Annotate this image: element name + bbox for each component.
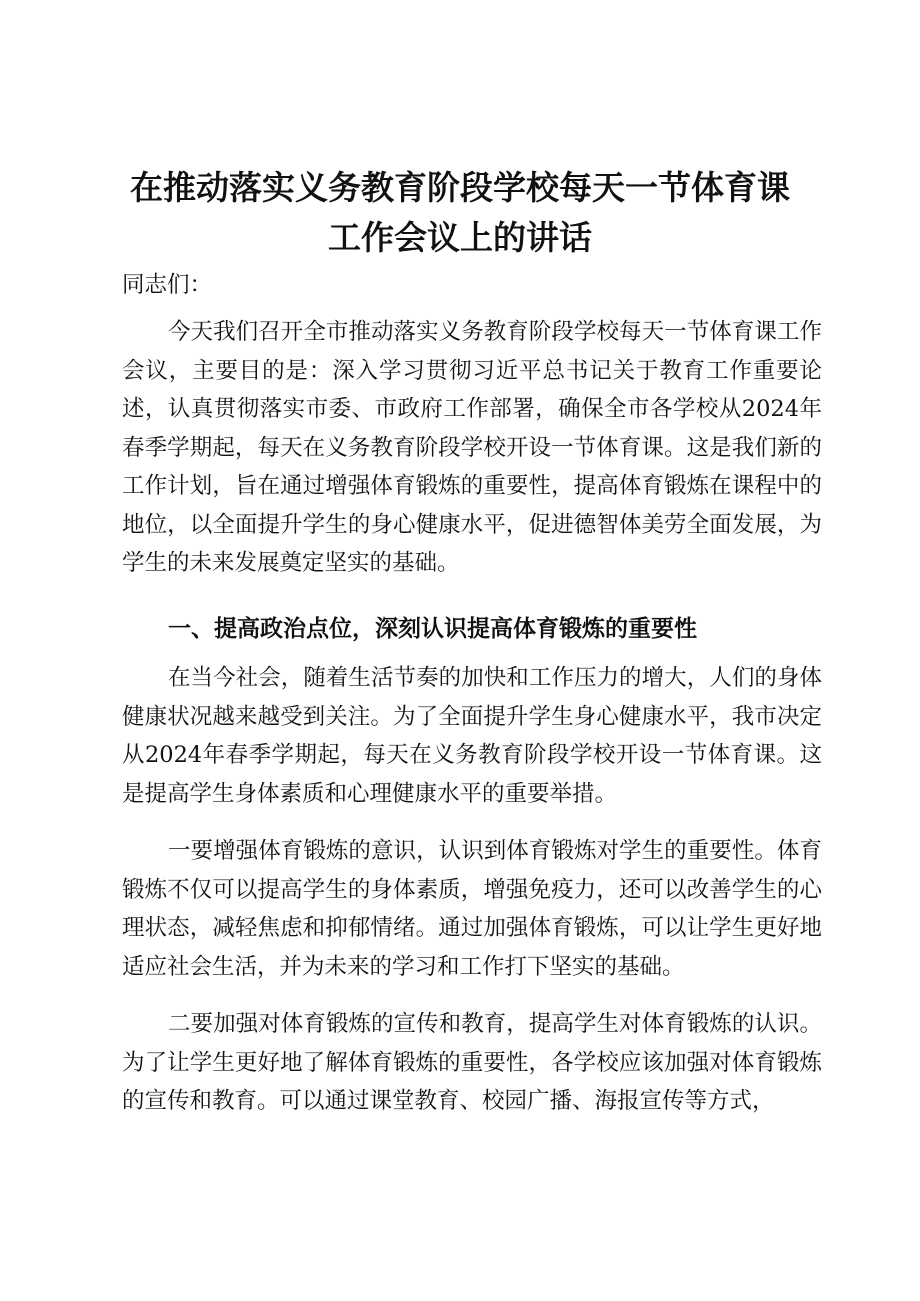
paragraph-point-one: 一要增强体育锻炼的意识，认识到体育锻炼对学生的重要性。体育锻炼不仅可以提高学生的身体素质，增强免疫力，还可以改善学生的心理状态，减轻焦虑和抑郁情绪。通过加强体育锻炼，可以让学生更好地适应社会生活，并为未来的学习和工作打下坚实的基础。 bbox=[122, 838, 822, 980]
document-title-line-1: 在推动落实义务教育阶段学校每天一节体育课 bbox=[130, 168, 790, 207]
paragraph-intro: 今天我们召开全市推动落实义务教育阶段学校每天一节体育课工作会议，主要目的是：深入学习贯彻习近平总书记关于教育工作重要论述，认真贯彻落实市委、市政府工作部署，确保全市各学校从2024年春季学期起，每天在义务教育阶段学校开设一节体育课。这是我们新的工作计划，旨在通过增强体育锻炼的重要性，提高体育锻炼在课程中的地位，以全面提升学生的身心健康水平，促进德智体美劳全面发展，为学生的未来发展奠定坚实的基础。 bbox=[122, 319, 822, 576]
section-heading-1: 一、提高政治点位，深刻认识提高体育锻炼的重要性 bbox=[168, 616, 697, 642]
paragraph-context: 在当今社会，随着生活节奏的加快和工作压力的增大，人们的身体健康状况越来越受到关注。为了全面提升学生身心健康水平，我市决定从2024年春季学期起，每天在义务教育阶段学校开设一节体育课。这是提高学生身体素质和心理健康水平的重要举措。 bbox=[122, 665, 822, 807]
salutation: 同志们： bbox=[122, 272, 213, 298]
paragraph-point-two: 二要加强对体育锻炼的宣传和教育，提高学生对体育锻炼的认识。为了让学生更好地了解体育锻炼的重要性，各学校应该加强对体育锻炼的宣传和教育。可以通过课堂教育、校园广播、海报宣传等方式， bbox=[122, 1011, 822, 1114]
document-title-line-2: 工作会议上的讲话 bbox=[328, 218, 592, 257]
